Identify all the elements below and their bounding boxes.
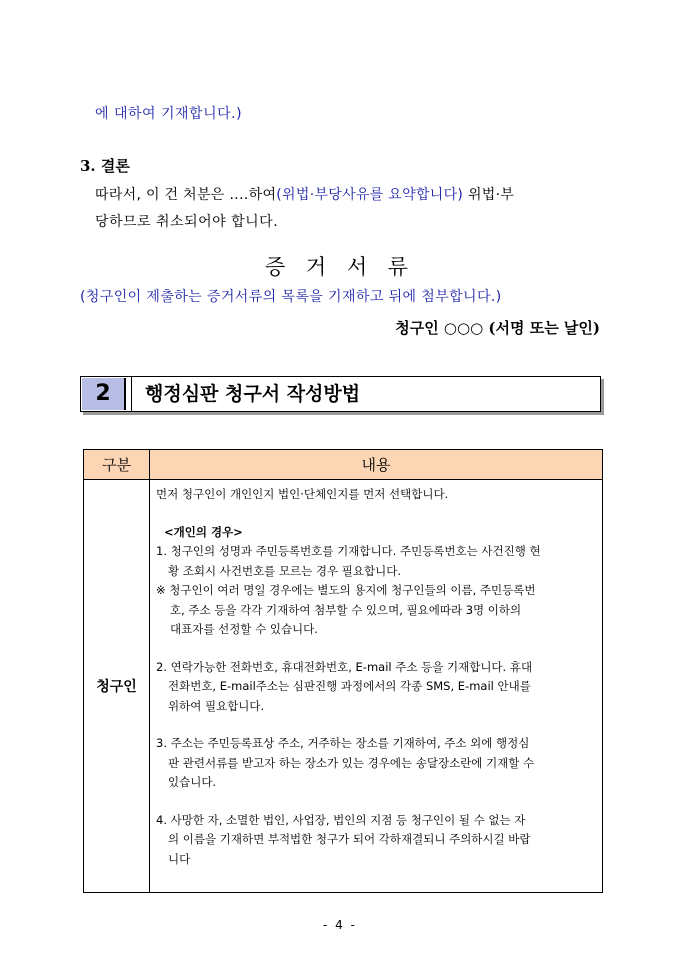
note-line-cont: 호, 주소 등을 각각 기재하여 첨부할 수 있으며, 필요에따라 3명 이하의: [170, 602, 522, 617]
method-table: [83, 449, 603, 893]
item-2: 2. 연락가능한 전화번호, 휴대전화번호, E-mail 주소 등을 기재합니다. 휴대: [156, 659, 533, 674]
table-row: [84, 480, 603, 893]
table-header-row: [84, 450, 603, 480]
section-number: 2: [82, 378, 126, 410]
header-category: 구분: [84, 450, 150, 480]
section-header: [80, 376, 601, 412]
conclusion-instruction: (위법·부당사유를 요약합니다): [276, 187, 464, 203]
conclusion-line-2: 당하므로 취소되어야 합니다.: [95, 214, 279, 230]
evidence-title: 증 거 서 류: [264, 255, 416, 279]
row-content: [150, 480, 603, 893]
item-2-cont: 전화번호, E-mail주소는 심판진행 과정에서의 각종 SMS, E-mail 안내를: [168, 679, 531, 693]
item-1-cont: 황 조회시 사건번호를 모르는 경우 필요합니다.: [168, 563, 402, 578]
subheading: <개인의 경우>: [164, 524, 243, 539]
section-divider: [131, 377, 132, 411]
page-number: - 4 -: [323, 918, 357, 932]
note-line-cont: 대표자를 선정할 수 있습니다.: [170, 622, 318, 636]
item-3-cont: 판 관련서류를 받고자 하는 장소가 있는 경우에는 송달장소란에 기재할 수: [168, 755, 535, 770]
section-title: 행정심판 청구서 작성방법: [145, 383, 361, 405]
item-4: 4. 사망한 자, 소멸한 법인, 사업장, 법인의 지점 등 청구인이 될 수 없는 자: [156, 812, 526, 827]
conclusion-text-a: 따라서, 이 건 처분은 ‥‥하여: [95, 187, 277, 203]
item-3: 3. 주소는 주민등록표상 주소, 거주하는 장소를 기재하여, 주소 외에 행정심: [156, 736, 530, 750]
header-content: 내용: [150, 450, 603, 480]
conclusion-line-1: [95, 184, 514, 204]
signature-line: 청구인 ○○○ (서명 또는 날인): [395, 319, 600, 337]
row-category: 청구인: [84, 480, 150, 893]
item-2-cont: 위하여 필요합니다.: [168, 698, 265, 713]
continued-instruction-line: 에 대하여 기재합니다.): [95, 106, 243, 122]
item-3-cont: 있습니다.: [168, 775, 217, 789]
conclusion-text-c: 위법·부: [463, 187, 515, 203]
item-4-cont: 의 이름을 기재하면 부적법한 청구가 되어 각하재결되니 주의하시길 바랍: [168, 832, 531, 846]
intro-text: 먼저 청구인이 개인인지 법인·단체인지를 먼저 선택합니다.: [156, 487, 449, 501]
evidence-note: (청구인이 제출하는 증거서류의 목록을 기재하고 뒤에 첨부합니다.): [80, 289, 502, 305]
note-line: ※ 청구인이 여러 명일 경우에는 별도의 용지에 청구인들의 이름, 주민등록번: [156, 583, 536, 597]
item-4-cont: 니다: [168, 851, 191, 866]
conclusion-heading: 3. 결론: [80, 157, 130, 175]
item-1: 1. 청구인의 성명과 주민등록번호를 기재합니다. 주민등록번호는 사건진행 현: [156, 544, 541, 558]
